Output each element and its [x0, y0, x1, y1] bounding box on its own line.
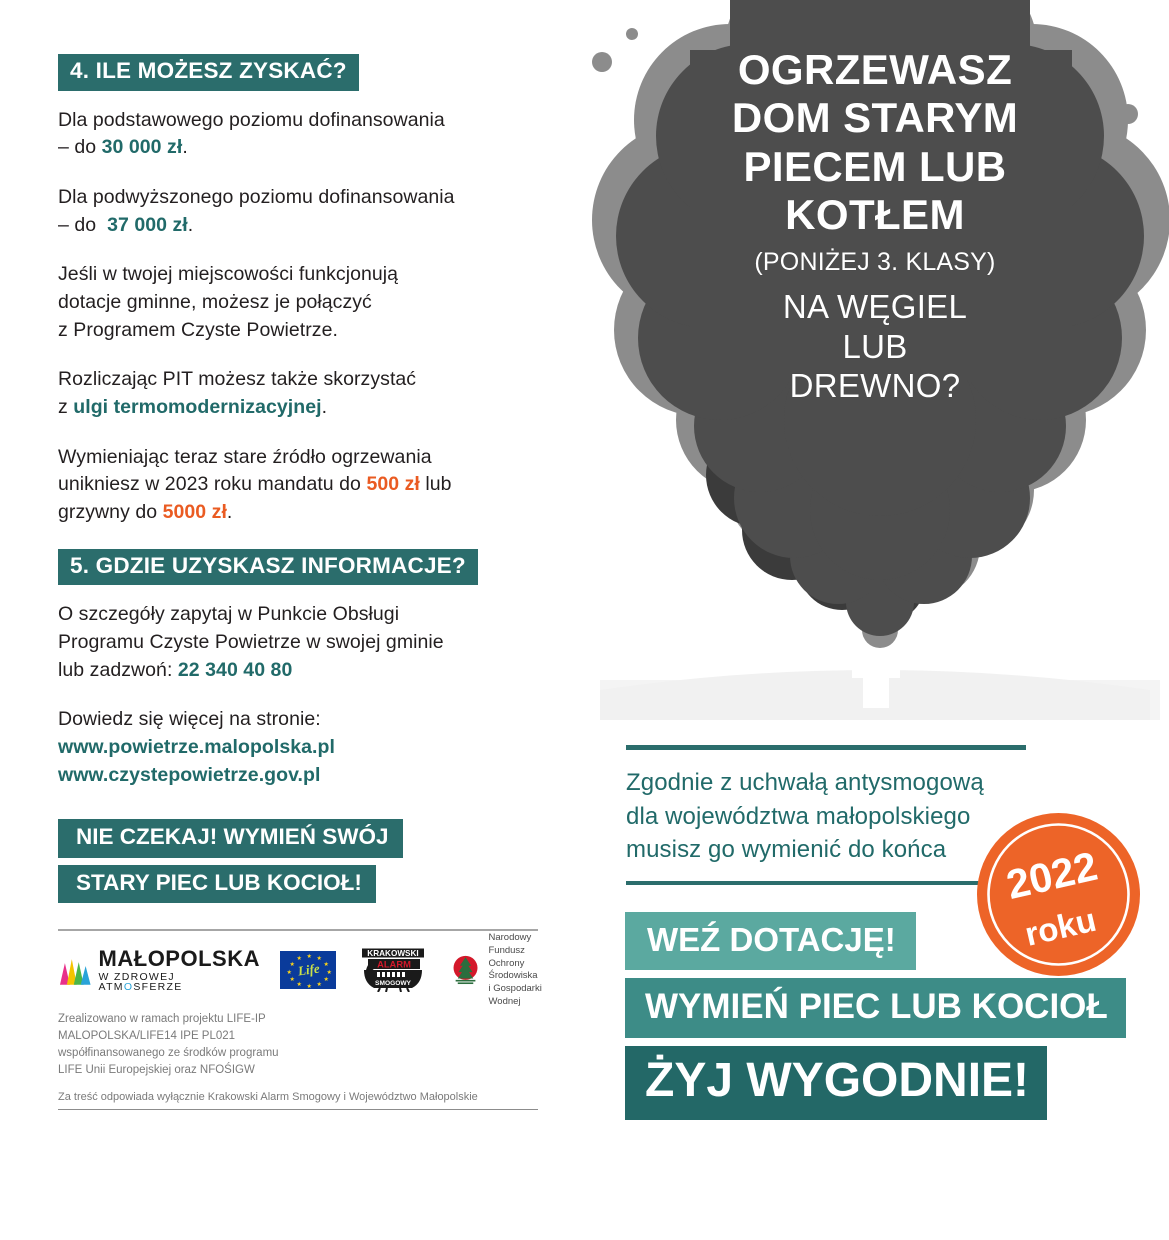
cta-line-1: NIE CZEKAJ! WYMIEŃ SWÓJ	[58, 819, 403, 858]
link-czystepowietrze-gov[interactable]: www.czystepowietrze.gov.pl	[58, 763, 321, 786]
basic-level-text: Dla podstawowego poziomu dofinansowania – do	[58, 108, 445, 159]
amount-37000: 37 000 zł	[107, 213, 188, 236]
phone-number[interactable]: 22 340 40 80	[177, 658, 293, 681]
nfosigw-line2: Ochrony Środowiska	[488, 957, 538, 982]
eu-stars-icon: ★ ★ ★ ★ ★ ★ ★ ★ ★ ★ ★ ★	[286, 954, 332, 991]
krakowski-alarm-smogowy-logo	[356, 948, 430, 992]
headline-line-4: KOTŁEM	[785, 190, 965, 238]
section-5-heading: 5. GDZIE UZYSKASZ INFORMACJE?	[58, 549, 478, 586]
raised-level-text: Dla podwyższonego poziomu dofinansowania – do	[58, 185, 455, 236]
fine-print-l3: współfinansowanego ze środków programu	[58, 1047, 279, 1060]
paragraph-basic-level: Dla podstawowego poziomu dofinansowania – do 30 000 zł.	[58, 108, 445, 159]
malopolska-name: MAŁOPOLSKA	[98, 945, 260, 971]
divider-below-fine-print	[58, 1109, 538, 1110]
more-info-label: Dowiedz się więcej na stronie:	[58, 708, 321, 731]
paragraph-contact	[58, 601, 548, 684]
paragraph-fines	[58, 444, 548, 527]
headline-line-3: PIECEM LUB	[743, 142, 1007, 190]
headline-class-note: (PONIŻEJ 3. KLASY)	[754, 248, 996, 277]
municipal-grants-text: Jeśli w twojej miejscowości funkcjonują dotacje gminne, możesz je połączyć z Programem Czyste Powietrze.	[58, 263, 399, 341]
notice-line-2: dla województwa małopolskiego	[626, 802, 971, 830]
svg-text:ALARM: ALARM	[377, 958, 412, 970]
paragraph-municipal-grants	[58, 261, 548, 344]
notice-line-3: musisz go wymienić do końca	[626, 836, 947, 864]
section-4-heading: 4. ILE MOŻESZ ZYSKAĆ?	[58, 54, 359, 91]
headline-line-7: DREWNO?	[789, 367, 961, 405]
headline-line-5: NA WĘGIEL	[782, 288, 968, 326]
fine-print-responsibility: Za treść odpowiada wyłącznie Krakowski Alarm Smogowy i Województwo Małopolskie	[58, 1091, 478, 1104]
malopolska-tagline-dot: O	[123, 981, 134, 994]
paragraph-raised-level: Dla podwyższonego poziomu dofinansowania – do 37 000 zł.	[58, 185, 455, 236]
pit-relief-text: Rozliczając PIT możesz także skorzystać z	[58, 368, 417, 418]
paragraph-websites	[58, 706, 548, 789]
svg-text:KRAKOWSKI: KRAKOWSKI	[367, 949, 420, 959]
fine-amount-500: 500 zł	[366, 473, 420, 496]
malopolska-tagline: W ZDROWEJ ATMOSFERZE	[98, 970, 183, 994]
headline-line-6: LUB	[842, 327, 908, 365]
notice-rule-top	[626, 745, 1026, 750]
nfosigw-line3: i Gospodarki Wodnej	[488, 983, 542, 1007]
fine-print-l2: MALOPOLSKA/LIFE14 IPE PL021	[58, 1030, 236, 1043]
malopolska-logo	[58, 945, 260, 994]
nfosigw-mark-icon	[450, 948, 481, 992]
link-powietrze-malopolska[interactable]: www.powietrze.malopolska.pl	[58, 736, 335, 758]
headline-line-2: DOM STARYM	[731, 94, 1019, 142]
amount-30000: 30 000 zł	[101, 136, 183, 159]
fine-print-l4: LIFE Unii Europejskiej oraz NFOŚIGW	[58, 1064, 255, 1077]
notice-rule-bottom	[626, 881, 1026, 885]
fine-print-l1: Zrealizowano w ramach projektu LIFE-IP	[58, 1013, 266, 1026]
headline-line-1: OGRZEWASZ	[737, 46, 1013, 93]
fines-line1: Wymieniając teraz stare źródło ogrzewania	[58, 445, 432, 468]
eu-life-caption: Life	[296, 960, 321, 979]
fines-line3-post: .	[226, 501, 233, 524]
notice-line-1: Zgodnie z uchwałą antysmogową	[626, 769, 984, 796]
cta-line-2: STARY PIEC LUB KOCIOŁ!	[58, 865, 376, 904]
thermal-relief-accent: ulgi termomodernizacyjnej	[73, 396, 322, 418]
fines-line3-pre: grzywny do	[58, 501, 163, 524]
paragraph-pit-relief: Rozliczając PIT możesz także skorzystać z ulgi termomodernizacyjnej.	[58, 368, 417, 418]
banner-live-comfortably: ŻYJ WYGODNIE!	[625, 1046, 1047, 1120]
fine-print-project	[58, 1011, 548, 1079]
svg-text:SMOGOWY: SMOGOWY	[375, 980, 412, 988]
nfosigw-line1: Narodowy Fundusz	[488, 931, 532, 956]
left-content	[58, 54, 548, 1110]
eu-life-logo	[280, 951, 336, 989]
banner-replace-boiler: WYMIEŃ PIEC LUB KOCIOŁ	[625, 978, 1126, 1038]
badge-2022-roku	[977, 813, 1140, 976]
contact-text: O szczegóły zapytaj w Punkcie Obsługi Programu Czyste Powietrze w swojej gminie lub zadzwoń:	[58, 603, 444, 681]
logo-strip	[58, 931, 548, 1007]
main-headline	[640, 46, 1110, 406]
badge-year: 2022	[1002, 842, 1102, 909]
malopolska-mark-icon	[58, 953, 92, 987]
banner-take-grant: WEŹ DOTACJĘ!	[625, 912, 916, 970]
cta-block	[58, 819, 548, 903]
nfosigw-logo	[450, 932, 550, 1009]
badge-word: roku	[1021, 900, 1100, 953]
fines-line2-mid: lub	[419, 473, 452, 496]
nfosigw-wordmark	[488, 932, 550, 1009]
fines-line2-pre: unikniesz w 2023 roku mandatu do	[58, 473, 367, 496]
malopolska-wordmark	[98, 945, 261, 994]
fine-amount-5000: 5000 zł	[162, 501, 227, 524]
